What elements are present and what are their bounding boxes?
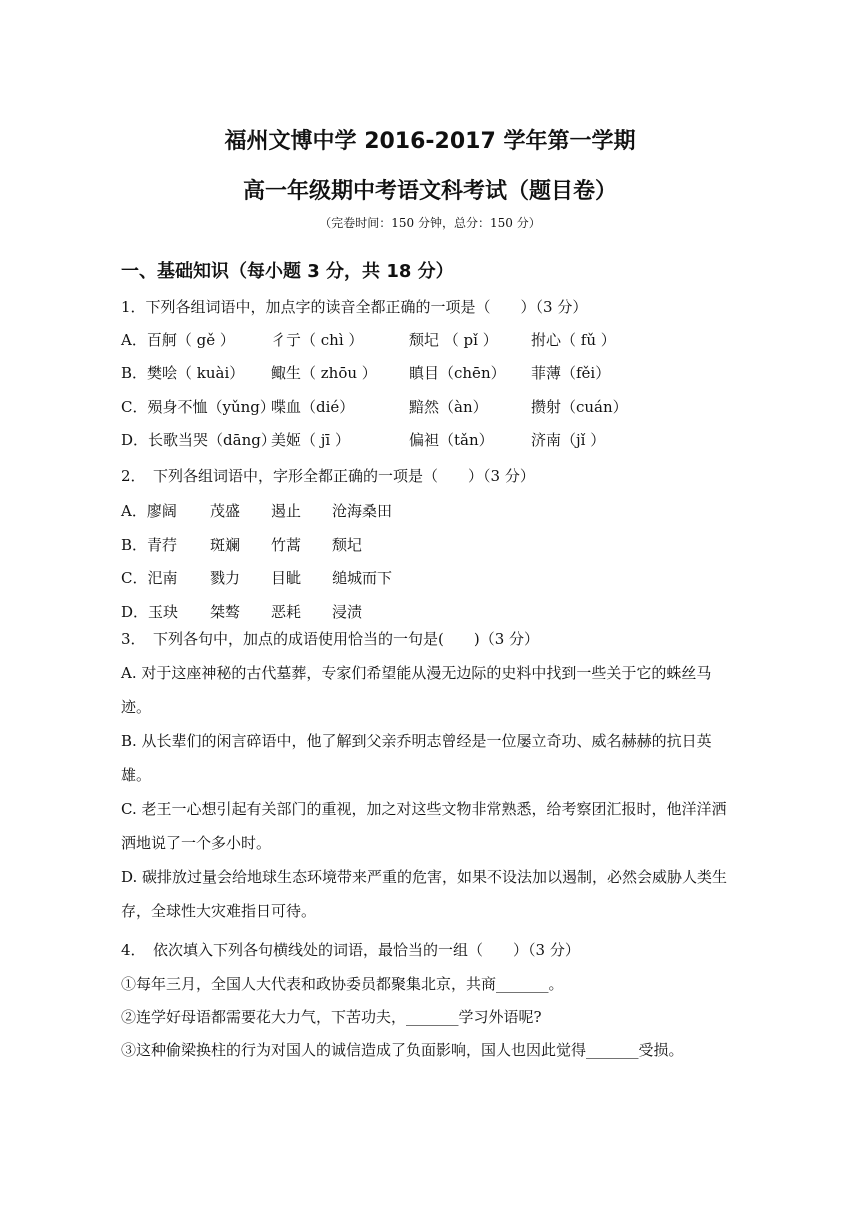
q3-option-d: D. 碳排放过量会给地球生态环境带来严重的危害，如果不设法加以遏制，必然会威胁人类生存，全球性大灾难指日可待。 [121, 868, 728, 920]
q2-d-4: 浸渍 [332, 603, 363, 621]
exam-meta: （完卷时间：150 分钟，总分：150 分） [319, 216, 541, 230]
q1-a-3: 颓圮 （ pǐ ） [409, 331, 498, 349]
q1-option-b [121, 363, 610, 383]
q4-sentence-1: ①每年三月，全国人大代表和政协委员都聚集北京，共商_______。 [121, 975, 564, 993]
q1-b-2: 鲰生（ zhōu ） [271, 364, 377, 382]
q3-stem: 3． 下列各句中，加点的成语使用恰当的一句是( )（3 分） [121, 630, 540, 648]
q2-c-1: C．汜南 [121, 569, 178, 587]
q2-d-1: D．玉玦 [121, 603, 179, 621]
q1-d-4: 济南（jǐ ） [531, 431, 606, 449]
q2-c-2: 戮力 [210, 569, 241, 587]
q1-c-2: 喋血（dié） [271, 398, 355, 416]
q1-option-d [121, 430, 605, 450]
q2-d-2: 桀骜 [210, 603, 241, 621]
q1-option-a [121, 330, 616, 350]
q1-c-4: 攒射（cuán） [531, 398, 628, 416]
q2-c-4: 缒城而下 [332, 569, 393, 587]
q4-stem: 4． 依次填入下列各句横线处的词语，最恰当的一组（ ）（3 分） [121, 941, 580, 959]
q1-c-1: C．殒身不恤（yǔng） [121, 398, 275, 416]
q4-sentence-2: ②连学好母语都需要花大力气，下苦功夫，_______学习外语呢? [121, 1008, 542, 1026]
q1-d-2: 美姬（ jī ） [271, 431, 350, 449]
exam-subtitle: 高一年级期中考语文科考试（题目卷） [242, 179, 617, 204]
q2-b-1: B．青荇 [121, 536, 178, 554]
q1-b-3: 瞋目（chēn） [409, 364, 506, 382]
section-heading: 一、基础知识（每小题 3 分，共 18 分） [121, 261, 454, 282]
q1-option-c [121, 397, 628, 417]
q2-option-d [121, 602, 362, 622]
q2-a-2: 茂盛 [210, 502, 241, 520]
q2-b-3: 竹蒿 [271, 536, 302, 554]
q1-c-3: 黯然（àn） [409, 398, 488, 416]
q1-a-2: 彳亍（ chì ） [271, 331, 364, 349]
q2-a-1: A．廖阔 [121, 502, 177, 520]
q1-d-1: D．长歌当哭（dāng） [121, 431, 276, 449]
q1-stem: 1．下列各组词语中，加点字的读音全都正确的一项是（ ）（3 分） [121, 298, 588, 316]
q1-b-1: B．樊哙（ kuài） [121, 364, 245, 382]
q1-b-4: 菲薄（fěi） [531, 364, 611, 382]
q2-c-3: 目眦 [271, 569, 302, 587]
q2-b-4: 颓圮 [332, 536, 363, 554]
q3-option-b: B. 从长辈们的闲言碎语中，他了解到父亲乔明志曾经是一位屡立奇功、威名赫赫的抗日英雄。 [121, 732, 712, 784]
exam-title: 福州文博中学 2016-2017 学年第一学期 [224, 129, 636, 154]
q2-d-3: 恶耗 [271, 603, 302, 621]
q3-option-c: C. 老王一心想引起有关部门的重视，加之对这些文物非常熟悉，给考察团汇报时，他洋洋洒洒地说了一个多小时。 [121, 800, 727, 852]
q3-option-a: A. 对于这座神秘的古代墓葬，专家们希望能从漫无边际的史料中找到一些关于它的蛛丝马迹。 [121, 664, 712, 716]
q1-a-4: 拊心（ fǔ ） [531, 331, 616, 349]
q2-option-b [121, 535, 362, 555]
q2-a-4: 沧海桑田 [332, 502, 393, 520]
q2-b-2: 斑斓 [210, 536, 241, 554]
q1-a-1: A．百舸（ gě ） [121, 331, 235, 349]
q2-stem: 2． 下列各组词语中，字形全都正确的一项是（ ）（3 分） [121, 467, 535, 485]
q2-option-a [121, 501, 392, 521]
q1-d-3: 偏袒（tǎn） [409, 431, 494, 449]
q2-option-c [121, 568, 392, 588]
q2-a-3: 遏止 [271, 502, 302, 520]
q4-sentence-3: ③这种偷梁换柱的行为对国人的诚信造成了负面影响，国人也因此觉得_______受损。 [121, 1041, 684, 1059]
